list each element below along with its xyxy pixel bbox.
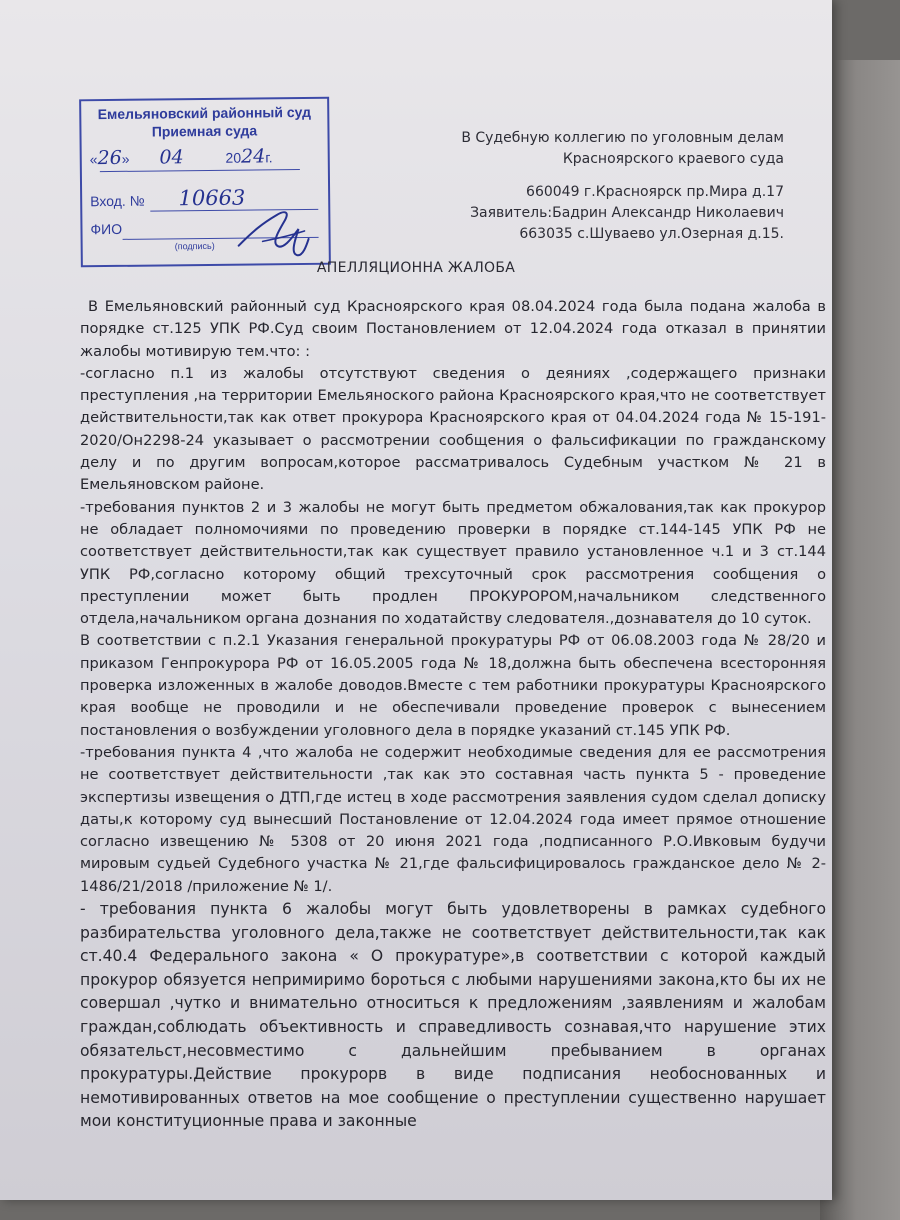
paragraph-point-4: -требования пункта 4 ,что жалоба не содержит необходимые сведения для ее рассмотрения не соответствует действительности ,так как это составная часть пункта 5 - проведение экспертизы извещения о ДТП,где истец в ходе рассмотрения заявления судом сделал дописку даты,к которому суд вынесший Постановление от 12.04.2024 года имеет прямое отношение согласно извещению № 5308 от 20 июня 2021 года ,подписанного Р.О.Ивковым будучи мировым судьей Судебного участка № 21,где фальсифицировалось гражданское дело № 2-1486/21/2018 /приложение № 1/. [80,743,826,895]
stamp-date-year: 24 [240,145,266,168]
background-page [820,60,900,1220]
stamp-date-year-prefix: 20 [225,149,242,166]
stamp-fio-label: ФИО [90,220,123,238]
paragraph-prosecutor-instruction: В соответствии с п.2.1 Указания генеральной прокуратуры РФ от 06.08.2003 года № 28/20 и приказом Генпрокурора РФ от 16.05.2005 года № 18,должна быть обеспечена всесторонняя проверка изложенных в жалобе доводов.Вместе с тем работники прокуратуры Красноярского края вообще не проводили и не обеспечивали проведение проверок с вынесением постановления о возбуждении уголовного дела в порядке указаний ст.145 УПК РФ. [80,632,826,739]
stamp-court-line2: Приемная суда [151,122,258,140]
document-body [80,296,826,1134]
stamp-date-year-suffix: г. [265,149,273,166]
stamp-court-name [81,103,327,142]
applicant-name: Заявитель:Бадрин Александр Николаевич [470,205,784,221]
stamp-date-underline [100,169,300,172]
handwritten-signature [232,201,313,262]
stamp-court-line1: Емельяновский районный суд [97,103,311,123]
addressee-line2: Красноярского краевого суда [562,151,784,167]
addressee-address: 660049 г.Красноярск пр.Мира д.17 [526,184,784,200]
stamp-signature-label: (подпись) [174,240,215,252]
addressee-line1: В Судебную коллегию по уголовным делам [461,130,784,146]
court-registration-stamp [79,97,331,268]
stamp-entry-number: 10663 [178,185,246,211]
stamp-entry-label: Вход. № [90,192,145,210]
paragraph-point-6: - требования пункта 6 жалобы могут быть удовлетворены в рамках судебного разбирательства уголовного дела,также не соответствует действительности,так как ст.40.4 Федерального закона « О прокуратуре»,в соответствии с которой каждый прокурор обязуется непримиримо бороться с любыми нарушениями закона,кто бы их не совершал ,чутко и внимательно относиться к предложениям ,заявлениям и жалобам граждан,соблюдать объективность и справедливость сознавая,что нарушение этих обязательст,несовместимо с дальнейшим пребыванием в органах прокуратуры.Действие прокурорв в виде подписания необоснованных и немотивированных ответов на мое сообщение о преступлении существенно нарушает мои конституционные права и законные [80,900,826,1131]
paragraph-points-2-3: -требования пунктов 2 и 3 жалобы не могут быть предметом обжалования,так как прокурор не обладает полномочиями по проведению проверки в порядке ст.144-145 УПК РФ не соответствует действительности,так как существует правило установленное ч.1 и 3 ст.144 УПК РФ,согласно которому общий трехсуточный срок рассмотрения сообщения о преступлении может быть продлен ПРОКУРОРОМ,начальником следственного отдела,начальником органа дознания по ходатайству следователя.,дознавателя до 10 суток. [80,498,826,628]
document-title: АПЕЛЛЯЦИОННА ЖАЛОБА [316,260,516,276]
stamp-date-row: «26» 04 2024г. [89,145,273,170]
stamp-date-day: 26 [97,146,122,170]
stamp-date-month: 04 [159,146,184,169]
applicant-address: 663035 с.Шуваево ул.Озерная д.15. [519,226,784,242]
paragraph-intro: В Емельяновский районный суд Красноярского края 08.04.2024 года была подана жалоба в порядке ст.125 УПК РФ.Суд своим Постановлением от 12.04.2024 года отказал в принятии жалобы мотивирую тем.что: : [80,298,826,360]
paragraph-point-1: -согласно п.1 из жалобы отсутствуют сведения о деяниях ,содержащего признаки преступления ,на территории Емельяноского района Красноярского края,что не соответствует действительности,так как ответ прокурора Красноярского края от 04.04.2024 года № 15-191-2020/Он2298-24 указывает о рассмотрении сообщения о фальсификации по гражданскому делу и по другим вопросам,которое рассматривалось Судебным участком № 21 в Емельяновском районе. [80,364,826,494]
